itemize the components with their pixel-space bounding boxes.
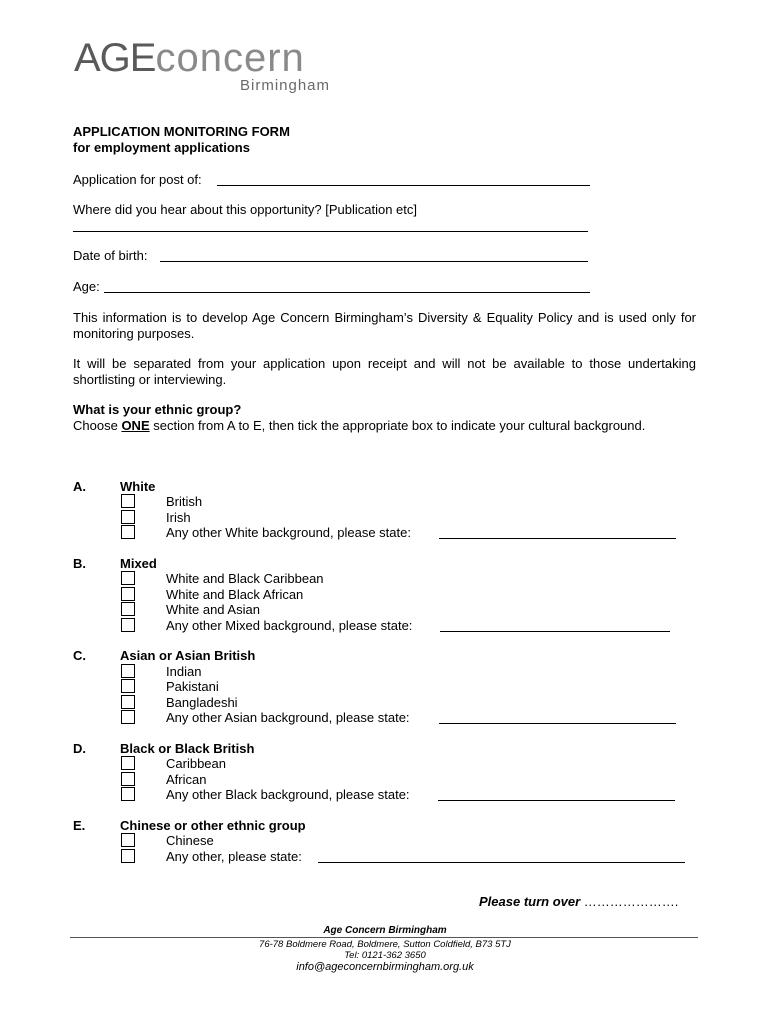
- footer-divider: [70, 937, 698, 938]
- option-pakistani: Pakistani: [166, 679, 219, 694]
- checkbox-bangladeshi[interactable]: [121, 695, 135, 709]
- footer-address: 76-78 Boldmere Road, Boldmere, Sutton Coldfield, B73 5TJ: [259, 939, 511, 950]
- section-d-heading: Black or Black British: [120, 741, 255, 756]
- checkbox-other-mixed[interactable]: [121, 618, 135, 632]
- option-other-white: Any other White background, please state:: [166, 525, 411, 540]
- post-input-line[interactable]: [217, 185, 590, 186]
- dob-input-line[interactable]: [160, 261, 588, 262]
- hear-label: Where did you hear about this opportunity? [Publication etc]: [73, 202, 417, 217]
- turn-over: [479, 894, 678, 909]
- choose-post: section from A to E, then tick the appropriate box to indicate your cultural background.: [153, 418, 646, 433]
- other-asian-input-line[interactable]: [439, 723, 676, 724]
- option-white-asian: White and Asian: [166, 602, 260, 617]
- section-b-heading: Mixed: [120, 556, 157, 571]
- form-subtitle: for employment applications: [73, 140, 250, 155]
- option-bangladeshi: Bangladeshi: [166, 695, 238, 710]
- checkbox-white-black-african[interactable]: [121, 587, 135, 601]
- form-title: APPLICATION MONITORING FORM: [73, 124, 290, 139]
- option-white-black-african: White and Black African: [166, 587, 304, 602]
- checkbox-other-ethnic[interactable]: [121, 849, 135, 863]
- turn-over-dots: ………………….: [583, 894, 679, 909]
- section-d-letter: D.: [73, 741, 86, 756]
- option-caribbean: Caribbean: [166, 756, 226, 771]
- option-indian: Indian: [166, 664, 202, 679]
- choose-pre: Choose: [73, 418, 118, 433]
- section-a-heading: White: [120, 479, 156, 494]
- checkbox-chinese[interactable]: [121, 833, 135, 847]
- checkbox-other-white[interactable]: [121, 525, 135, 539]
- checkbox-african[interactable]: [121, 772, 135, 786]
- option-other-black: Any other Black background, please state:: [166, 787, 410, 802]
- option-chinese: Chinese: [166, 833, 214, 848]
- footer-email[interactable]: info@ageconcernbirmingham.org.uk: [296, 961, 474, 973]
- option-white-black-caribbean: White and Black Caribbean: [166, 571, 324, 586]
- section-e-letter: E.: [73, 818, 86, 833]
- choose-one: ONE: [121, 418, 150, 433]
- other-black-input-line[interactable]: [438, 800, 675, 801]
- footer-org: Age Concern Birmingham: [323, 925, 447, 936]
- age-label: Age:: [73, 279, 100, 294]
- option-other-mixed: Any other Mixed background, please state:: [166, 618, 413, 633]
- hear-input-line[interactable]: [73, 231, 588, 232]
- info-paragraph-1: This information is to develop Age Concern Birmingham’s Diversity & Equality Policy and is used only for monitoring purposes.: [73, 310, 696, 341]
- checkbox-british[interactable]: [121, 494, 135, 508]
- age-input-line[interactable]: [104, 292, 590, 293]
- option-other-ethnic: Any other, please state:: [166, 849, 302, 864]
- ethnic-instructions: [73, 418, 696, 434]
- checkbox-white-asian[interactable]: [121, 602, 135, 616]
- checkbox-other-asian[interactable]: [121, 710, 135, 724]
- section-a-letter: A.: [73, 479, 86, 494]
- option-african: African: [166, 772, 207, 787]
- checkbox-white-black-caribbean[interactable]: [121, 571, 135, 585]
- turn-over-label: Please turn over: [479, 894, 581, 909]
- logo-concern-text: concern: [155, 36, 305, 80]
- checkbox-pakistani[interactable]: [121, 679, 135, 693]
- logo-age-text: AGE: [74, 36, 156, 80]
- checkbox-indian[interactable]: [121, 664, 135, 678]
- post-label: Application for post of:: [73, 172, 202, 187]
- info-paragraph-2: It will be separated from your application upon receipt and will not be available to those undertaking shortlisting or interviewing.: [73, 356, 696, 387]
- ethnic-question: What is your ethnic group?: [73, 402, 242, 417]
- section-c-letter: C.: [73, 648, 86, 663]
- logo-subtitle: Birmingham: [240, 77, 331, 94]
- section-c-heading: Asian or Asian British: [120, 648, 256, 663]
- option-irish: Irish: [166, 510, 191, 525]
- option-british: British: [166, 494, 203, 509]
- option-other-asian: Any other Asian background, please state:: [166, 710, 410, 725]
- dob-label: Date of birth:: [73, 248, 148, 263]
- checkbox-other-black[interactable]: [121, 787, 135, 801]
- footer-tel: Tel: 0121-362 3650: [344, 950, 426, 961]
- other-ethnic-input-line[interactable]: [318, 862, 685, 863]
- section-e-heading: Chinese or other ethnic group: [120, 818, 306, 833]
- other-white-input-line[interactable]: [439, 538, 676, 539]
- other-mixed-input-line[interactable]: [440, 631, 670, 632]
- section-b-letter: B.: [73, 556, 86, 571]
- logo: [74, 36, 305, 81]
- checkbox-irish[interactable]: [121, 510, 135, 524]
- checkbox-caribbean[interactable]: [121, 756, 135, 770]
